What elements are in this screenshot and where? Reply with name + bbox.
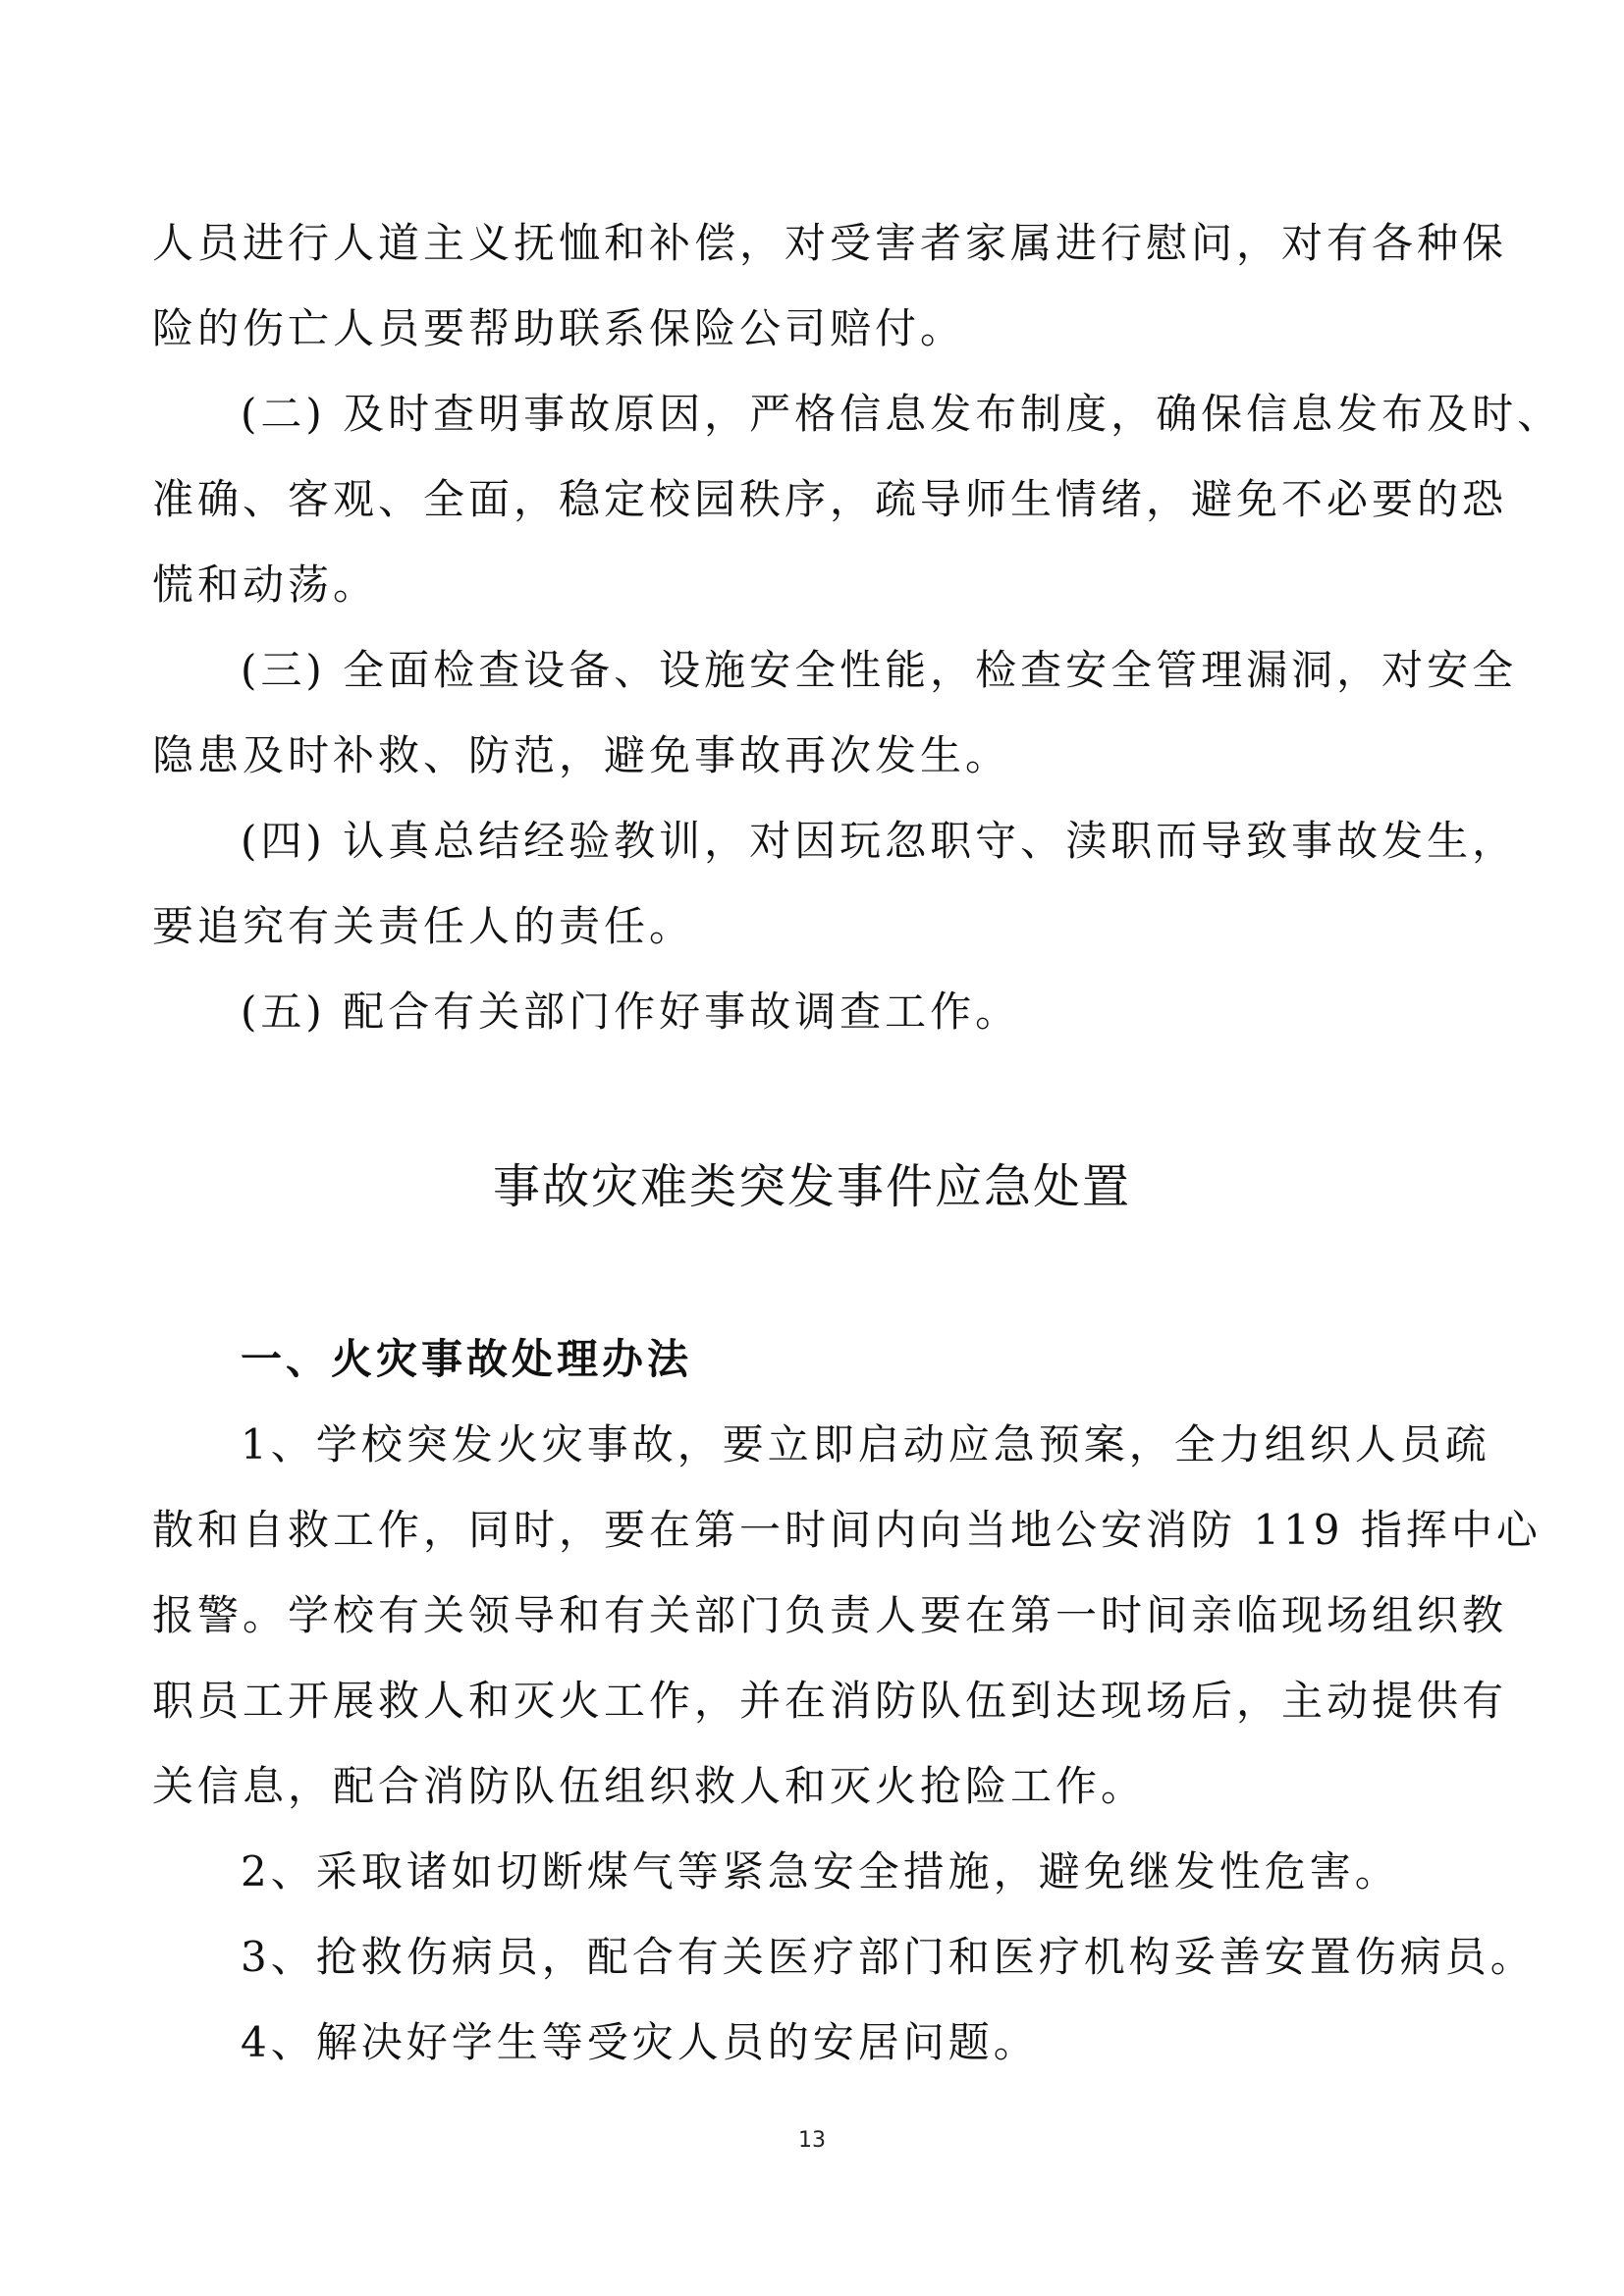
list-item-3-line: 隐患及时补救、防范，避免事故再次发生。 bbox=[152, 731, 1011, 779]
section-heading: 一、火灾事故处理办法 bbox=[241, 1335, 693, 1383]
fire-item-4: 4、解决好学生等受灾人员的安居问题。 bbox=[241, 2018, 1039, 2066]
list-item-2-line: 准确、客观、全面，稳定校园秩序，疏导师生情绪，避免不必要的恐 bbox=[152, 475, 1508, 523]
paragraph-line: 人员进行人道主义抚恤和补偿，对受害者家属进行慰问，对有各种保 bbox=[152, 219, 1508, 267]
chapter-title: 事故灾难类突发事件应急处置 bbox=[492, 1159, 1131, 1214]
list-item-4-line: 要追究有关责任人的责任。 bbox=[152, 902, 695, 950]
paragraph-line: 险的伤亡人员要帮助联系保险公司赔付。 bbox=[152, 304, 966, 352]
list-item-3-line: (三) 全面检查设备、设施安全性能，检查安全管理漏洞，对安全 bbox=[241, 646, 1518, 694]
fire-item-1-line: 报警。学校有关领导和有关部门负责人要在第一时间亲临现场组织教 bbox=[152, 1591, 1508, 1639]
fire-item-1-line: 关信息，配合消防队伍组织救人和灭火抢险工作。 bbox=[152, 1762, 1147, 1810]
fire-item-1-line: 1、学校突发火灾事故，要立即启动应急预案，全力组织人员疏 bbox=[241, 1420, 1490, 1468]
fire-item-1-line: 职员工开展救人和灭火工作，并在消防队伍到达现场后，主动提供有 bbox=[152, 1677, 1508, 1725]
fire-item-2: 2、采取诸如切断煤气等紧急安全措施，避免继发性危害。 bbox=[241, 1847, 1400, 1896]
list-item-2-line: (二) 及时查明事故原因，严格信息发布制度，确保信息发布及时、 bbox=[241, 390, 1563, 438]
fire-item-1-line: 散和自救工作，同时，要在第一时间内向当地公安消防 119 指挥中心 bbox=[152, 1506, 1542, 1554]
list-item-4-line: (四) 认真总结经验教训，对因玩忽职守、渎职而导致事故发生， bbox=[241, 817, 1518, 865]
page-number: 13 bbox=[798, 2128, 826, 2153]
list-item-5-line: (五) 配合有关部门作好事故调查工作。 bbox=[241, 988, 1021, 1036]
list-item-2-line: 慌和动荡。 bbox=[152, 561, 379, 609]
fire-item-3: 3、抢救伤病员，配合有关医疗部门和医疗机构妥善安置伤病员。 bbox=[241, 1933, 1536, 1981]
